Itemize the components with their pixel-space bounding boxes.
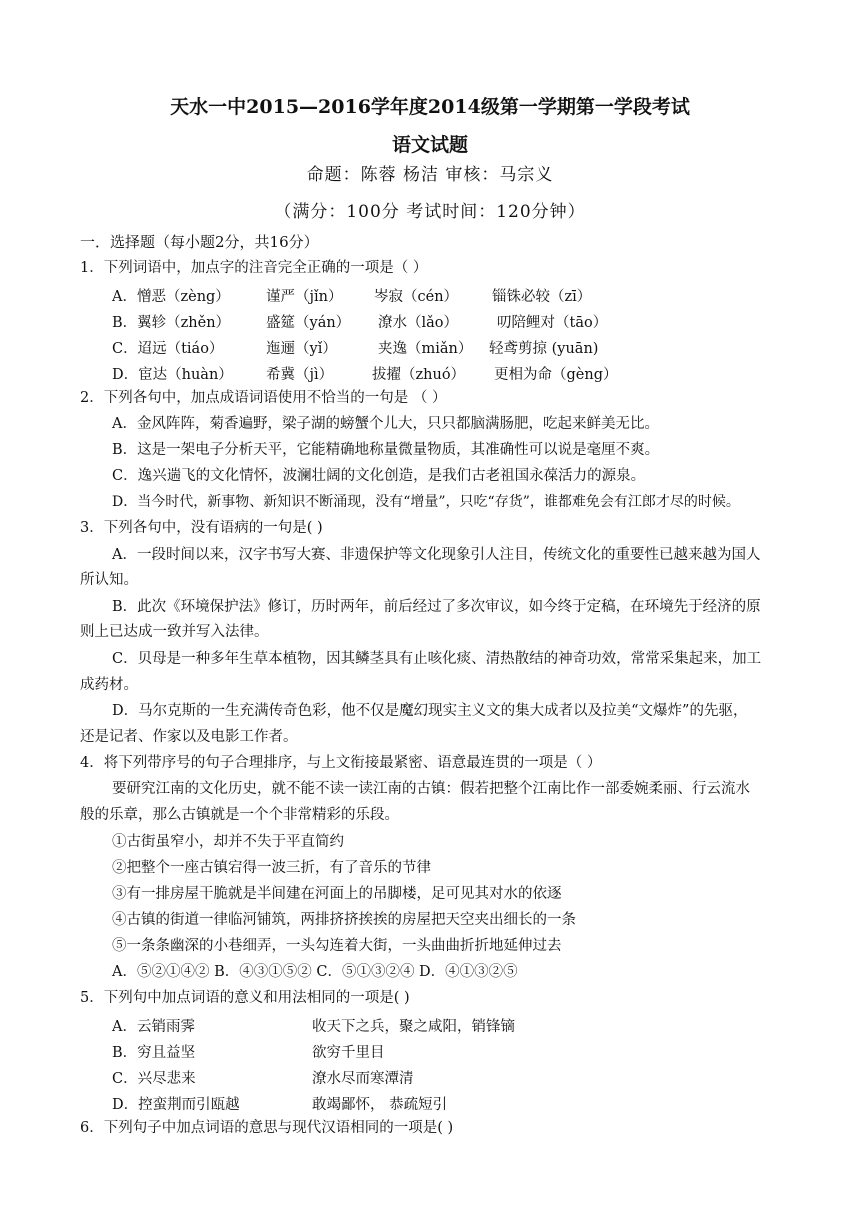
- q2-option-c: C．逸兴遄飞的文化情怀，波澜壮阔的文化创造，是我们古老祖国永葆活力的源泉。: [112, 468, 646, 484]
- q4-answers: A．⑤②①④② B．④③①⑤② C．⑤①③②④ D．④①③②⑤: [112, 964, 518, 980]
- q3-option-b-line2: 则上已达成一致并写入法律。: [80, 624, 269, 640]
- q1-b-2: 盛筵（yán）: [266, 315, 351, 331]
- exam-score-time: （满分：100分 考试时间：120分钟）: [274, 202, 586, 222]
- q3-stem: 3．下列各句中，没有语病的一句是( ): [80, 520, 323, 536]
- q4-item-5: ⑤一条条幽深的小巷细弄，一头勾连着大街，一头曲曲折折地延伸过去: [112, 938, 562, 954]
- q3-option-c-line2: 成药材。: [80, 677, 138, 693]
- q1-b-4: 叨陪鲤对（tāo）: [497, 315, 608, 331]
- exam-authors: 命题：陈蓉 杨洁 审核：马宗义: [306, 165, 554, 185]
- q5-a-2: 收天下之兵，聚之咸阳，销锋镝: [312, 1019, 515, 1035]
- q3-option-a-line2: 所认知。: [80, 572, 138, 588]
- q4-stem: 4．将下列带序号的句子合理排序，与上文衔接最紧密、语意最连贯的一项是（ ）: [80, 755, 602, 771]
- exam-title: 天水一中2015—2016学年度2014级第一学期第一学段考试: [170, 96, 690, 118]
- q5-b-2: 欲穷千里目: [312, 1045, 385, 1061]
- q5-c-1: C．兴尽悲来: [112, 1071, 196, 1087]
- q4-item-1: ①古街虽窄小，却并不失于平直简约: [112, 834, 344, 850]
- section-heading: 一．选择题（每小题2分，共16分）: [80, 233, 319, 251]
- q1-a-1: A．憎恶（zèng）: [112, 289, 230, 305]
- q1-b-1: B．翼轸（zhěn）: [112, 315, 231, 331]
- q2-stem: 2．下列各句中，加点成语词语使用不恰当的一句是 （ ）: [80, 390, 447, 406]
- q3-option-c-line1: C．贝母是一种多年生草本植物，因其鳞茎具有止咳化痰、清热散结的神奇功效，常常采集起来，加工: [112, 651, 762, 667]
- q2-option-d: D．当今时代，新事物、新知识不断涌现，没有“增量”，只吃“存货”，谁都难免会有江郎才尽的时候。: [112, 494, 740, 510]
- q5-d-2: 敢竭鄙怀， 恭疏短引: [312, 1097, 448, 1113]
- q5-a-1: A．云销雨霁: [112, 1019, 195, 1035]
- q3-option-d-line2: 还是记者、作家以及电影工作者。: [80, 729, 298, 745]
- q1-d-4: 更相为命（gèng）: [494, 367, 618, 383]
- q4-item-2: ②把整个一座古镇宕得一波三折，有了音乐的节律: [112, 860, 431, 876]
- q1-c-3: 夹逸（miǎn）: [378, 341, 473, 357]
- q6-stem: 6．下列句子中加点词语的意思与现代汉语相同的一项是( ): [80, 1120, 454, 1136]
- q1-d-2: 希冀（jì）: [266, 367, 334, 383]
- q5-c-2: 潦水尽而寒潭清: [312, 1071, 414, 1087]
- q1-c-2: 迤逦（yǐ）: [266, 341, 337, 357]
- q2-option-a: A．金风阵阵，菊香遍野，梁子湖的螃蟹个儿大，只只都脑满肠肥，吃起来鲜美无比。: [112, 416, 659, 432]
- q1-a-4: 锱铢必较（zī）: [492, 289, 592, 305]
- exam-subtitle: 语文试题: [391, 134, 468, 156]
- q1-c-4: 轻鸢剪掠 (yuān): [489, 341, 599, 357]
- q1-c-1: C．迢远（tiáo）: [112, 341, 224, 357]
- q3-option-d-line1: D．马尔克斯的一生充满传奇色彩，他不仅是魔幻现实主义文的集大成者以及拉美“文爆炸”的先驱，: [112, 703, 748, 719]
- q4-passage-line1: 要研究江南的文化历史，就不能不读一读江南的古镇：假若把整个江南比作一部委婉柔丽、行云流水: [112, 781, 750, 797]
- q4-item-4: ④古镇的街道一律临河铺筑，两排挤挤挨挨的房屋把天空夹出细长的一条: [112, 912, 576, 928]
- q5-stem: 5．下列句中加点词语的意义和用法相同的一项是( ): [80, 990, 410, 1006]
- q1-a-3: 岑寂（cén）: [374, 289, 459, 305]
- q3-option-a-line1: A．一段时间以来，汉字书写大赛、非遗保护等文化现象引人注目，传统文化的重要性已越来越为国人: [112, 547, 761, 563]
- q1-stem: 1．下列词语中，加点字的注音完全正确的一项是（ ）: [80, 260, 428, 276]
- q1-b-3: 潦水（lǎo）: [378, 315, 459, 331]
- q4-item-3: ③有一排房屋干脆就是半间建在河面上的吊脚楼，足可见其对水的依逐: [112, 886, 562, 902]
- q1-a-2: 谨严（jǐn）: [266, 289, 343, 305]
- q1-d-1: D．宦达（huàn）: [112, 367, 233, 383]
- q1-d-3: 拔擢（zhuó）: [372, 367, 466, 383]
- q3-option-b-line1: B．此次《环境保护法》修订，历时两年，前后经过了多次审议，如今终于定稿，在环境先于经济的原: [112, 599, 761, 615]
- q5-d-1: D．控蛮荆而引瓯越: [112, 1097, 240, 1113]
- q2-option-b: B．这是一架电子分析天平，它能精确地称量微量物质，其准确性可以说是毫厘不爽。: [112, 442, 660, 458]
- q4-passage-line2: 般的乐章，那么古镇就是一个个非常精彩的乐段。: [80, 807, 399, 823]
- q5-b-1: B．穷且益坚: [112, 1045, 196, 1061]
